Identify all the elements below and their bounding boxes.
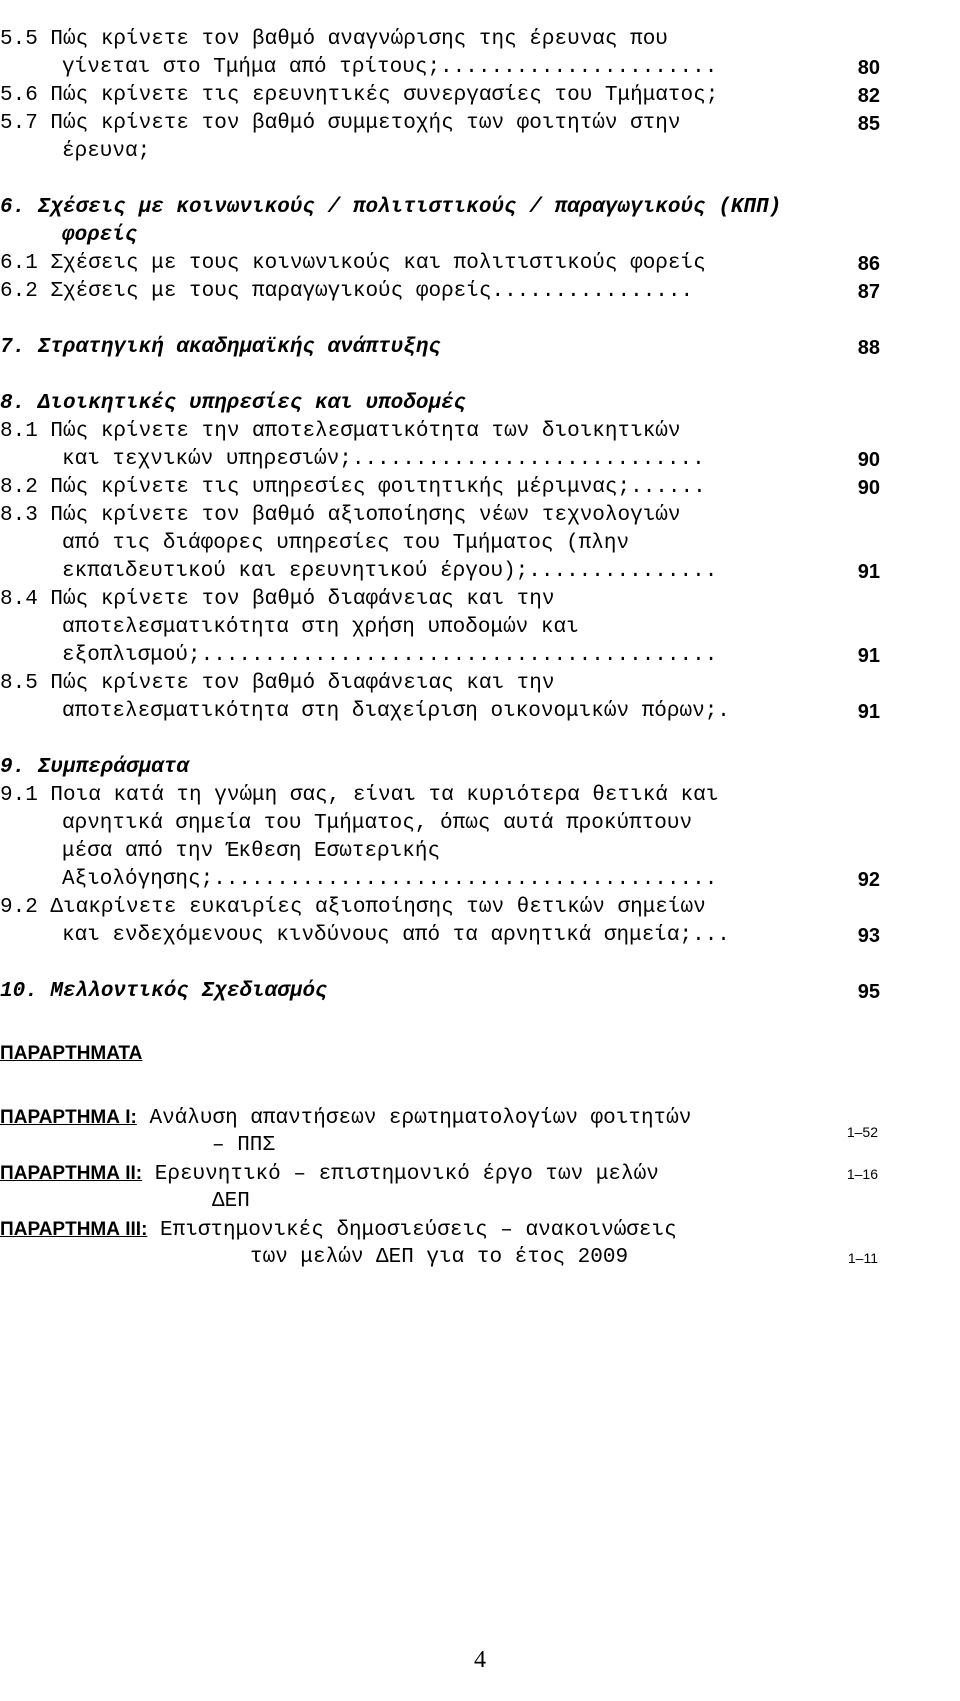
toc-entry-8-1-line2: και τεχνικών υπηρεσιών;............................ (62, 448, 705, 471)
toc-section-6-line2: φορείς (62, 224, 138, 247)
toc-entry-9-1-line1: 9.1 Ποια κατά τη γνώμη σας, είναι τα κυριότερα θετικά και (0, 784, 719, 807)
toc-page-8-1: 90 (857, 449, 880, 471)
appendix-3-title-line2: των μελών ΔΕΠ για το έτος 2009 (250, 1246, 629, 1269)
toc-section-7: 7. Στρατηγική ακαδημαϊκής ανάπτυξης (0, 336, 442, 359)
toc-entry-8-4-line3: εξοπλισμού;......................................... (62, 644, 718, 667)
toc-entry-5-6: 5.6 Πώς κρίνετε τις ερευνητικές συνεργασίες του Τμήματος; (0, 84, 719, 107)
toc-entry-8-5-line1: 8.5 Πώς κρίνετε τον βαθμό διαφάνειας και την (0, 672, 555, 695)
toc-entry-8-3-line3: εκπαιδευτικού και ερευνητικού έργου);............... (62, 560, 718, 583)
appendix-1-title-line2: – ΠΠΣ (212, 1134, 276, 1157)
toc-entry-9-2-line1: 9.2 Διακρίνετε ευκαιρίες αξιοποίησης των θετικών σημείων (0, 896, 706, 919)
appendix-3-pages: 1–11 (847, 1250, 878, 1266)
toc-page-8-3: 91 (857, 561, 880, 583)
appendix-2-title-line2: ΔΕΠ (212, 1190, 250, 1213)
appendix-2-title-line1: Ερευνητικό – επιστημονικό έργο των μελών (142, 1163, 659, 1186)
toc-entry-5-5-line1: 5.5 Πώς κρίνετε τον βαθμό αναγνώρισης της έρευνας που (0, 28, 668, 51)
toc-page-5-6: 82 (857, 85, 880, 107)
toc-section-9: 9. Συμπεράσματα (0, 756, 190, 779)
toc-page-6-2: 87 (857, 281, 880, 303)
toc-entry-9-2-line2: και ενδεχόμενους κινδύνους από τα αρνητικά σημεία;... (62, 924, 730, 947)
toc-entry-8-2: 8.2 Πώς κρίνετε τις υπηρεσίες φοιτητικής μέριμνας;...... (0, 476, 706, 499)
appendix-3-title-line1: Επιστημονικές δημοσιεύσεις – ανακοινώσεις (147, 1219, 677, 1242)
toc-page-9-1: 92 (857, 869, 880, 891)
appendix-1-label: ΠΑΡΑΡΤΗΜΑ Ι: (0, 1107, 137, 1128)
appendix-2-row (0, 1160, 659, 1189)
toc-entry-5-7-line1: 5.7 Πώς κρίνετε τον βαθμό συμμετοχής των φοιτητών στην (0, 112, 681, 135)
toc-page-5-5: 80 (857, 57, 880, 79)
appendix-1-title-line1: Ανάλυση απαντήσεων ερωτηματολογίων φοιτητών (136, 1107, 692, 1130)
toc-section-10: 10. Μελλοντικός Σχεδιασμός (0, 980, 328, 1003)
appendix-3-label: ΠΑΡΑΡΤΗΜΑ ΙΙΙ: (0, 1219, 148, 1240)
toc-entry-6-2: 6.2 Σχέσεις με τους παραγωγικούς φορείς................ (0, 280, 694, 303)
toc-entry-8-5-line2: αποτελεσματικότητα στη διαχείριση οικονομικών πόρων;. (62, 700, 730, 723)
toc-page-8-2: 90 (857, 477, 880, 499)
page-number: 4 (474, 1647, 486, 1673)
toc-section-8: 8. Διοικητικές υπηρεσίες και υποδομές (0, 392, 467, 415)
appendices-heading: ΠΑΡΑΡΤΗΜΑΤΑ (0, 1043, 143, 1064)
toc-entry-8-4-line1: 8.4 Πώς κρίνετε τον βαθμό διαφάνειας και την (0, 588, 555, 611)
toc-page-10: 95 (857, 981, 880, 1003)
appendix-1-row (0, 1104, 691, 1133)
appendix-1-pages: 1–52 (846, 1124, 878, 1140)
toc-entry-8-1-line1: 8.1 Πώς κρίνετε την αποτελεσματικότητα των διοικητικών (0, 420, 681, 443)
toc-page-9-2: 93 (857, 925, 880, 947)
toc-entry-9-1-line4: Αξιολόγησης;........................................ (62, 868, 718, 891)
toc-page-7: 88 (857, 337, 880, 359)
toc-entry-6-1: 6.1 Σχέσεις με τους κοινωνικούς και πολιτιστικούς φορείς (0, 252, 706, 275)
toc-entry-9-1-line2: αρνητικά σημεία του Τμήματος, όπως αυτά προκύπτουν (62, 812, 693, 835)
toc-page-8-4: 91 (857, 645, 880, 667)
toc-entry-8-3-line2: από τις διάφορες υπηρεσίες του Τμήματος (πλην (62, 532, 630, 555)
appendix-2-label: ΠΑΡΑΡΤΗΜΑ ΙΙ: (0, 1163, 143, 1184)
toc-entry-5-7-line2: έρευνα; (62, 140, 151, 163)
toc-entry-5-5-line2: γίνεται στο Τμήμα από τρίτους;...................... (62, 56, 718, 79)
toc-entry-8-3-line1: 8.3 Πώς κρίνετε τον βαθμό αξιοποίησης νέων τεχνολογιών (0, 504, 681, 527)
appendix-3-row (0, 1216, 677, 1245)
toc-page-5-7: 85 (857, 113, 880, 135)
toc-page-8-5: 91 (857, 701, 880, 723)
toc-entry-9-1-line3: μέσα από την Έκθεση Εσωτερικής (62, 840, 441, 863)
toc-entry-8-4-line2: αποτελεσματικότητα στη χρήση υποδομών και (62, 616, 579, 639)
toc-section-6-line1: 6. Σχέσεις με κοινωνικούς / πολιτιστικούς / παραγωγικούς (ΚΠΠ) (0, 196, 782, 219)
appendix-2-pages: 1–16 (846, 1166, 878, 1182)
toc-page-6-1: 86 (857, 253, 880, 275)
